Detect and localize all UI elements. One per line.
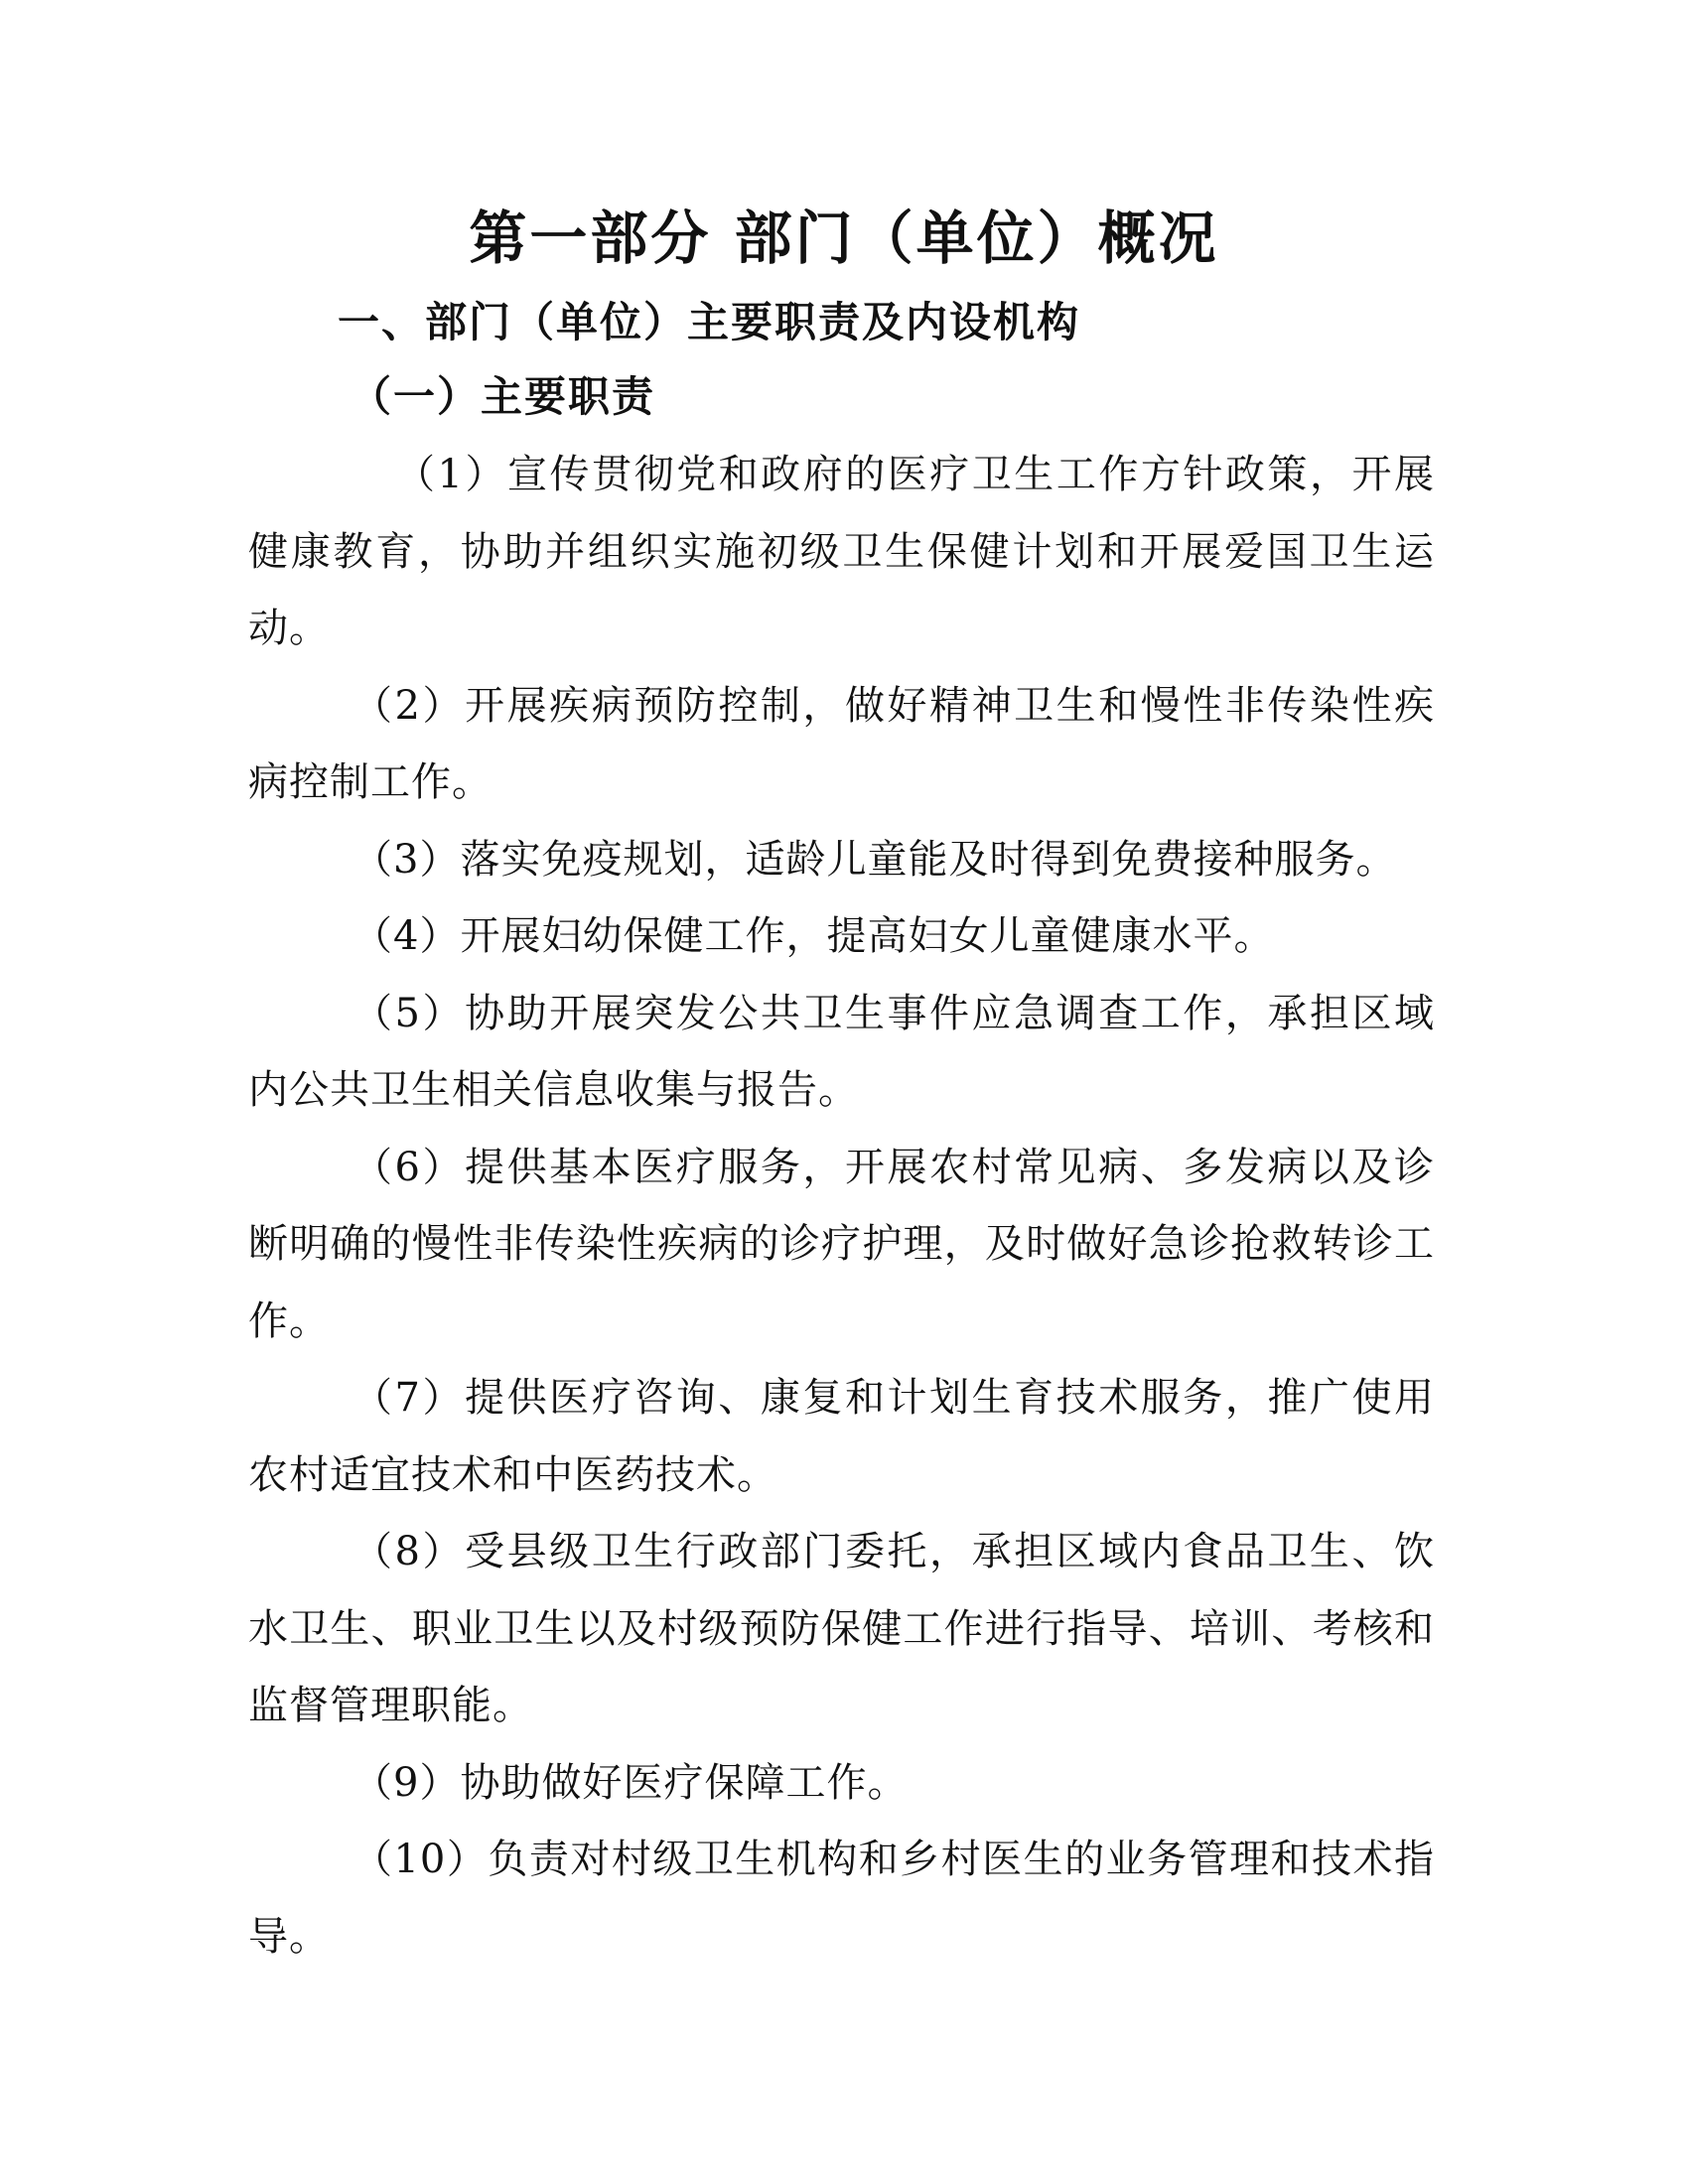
duties-list — [248, 437, 1435, 1976]
page-title: 第一部分 部门（单位）概况 — [469, 205, 1219, 272]
duty-item-8: （8）受县级卫生行政部门委托，承担区域内食品卫生、饮水卫生、职业卫生以及村级预防保健工作进行指导、培训、考核和监督管理职能。 — [248, 1529, 1435, 1728]
duty-item-1: （1）宣传贯彻党和政府的医疗卫生工作方针政策，开展健康教育，协助并组织实施初级卫生保健计划和开展爱国卫生运动。 — [248, 452, 1435, 651]
duty-item-3: （3）落实免疫规划，适龄儿童能及时得到免费接种服务。 — [352, 836, 1397, 883]
duty-item-5: （5）协助开展突发公共卫生事件应急调查工作，承担区域内公共卫生相关信息收集与报告。 — [248, 990, 1435, 1113]
duty-item-9: （9）协助做好医疗保障工作。 — [352, 1759, 909, 1806]
duty-item-4: （4）开展妇幼保健工作，提高妇女儿童健康水平。 — [352, 913, 1275, 959]
duty-item-6: （6）提供基本医疗服务，开展农村常见病、多发病以及诊断明确的慢性非传染性疾病的诊疗护理，及时做好急诊抢救转诊工作。 — [248, 1144, 1435, 1344]
duty-item-10: （10）负责对村级卫生机构和乡村医生的业务管理和技术指导。 — [248, 1837, 1435, 1960]
duty-item-7: （7）提供医疗咨询、康复和计划生育技术服务，推广使用农村适宜技术和中医药技术。 — [248, 1375, 1435, 1498]
sub-heading: （一）主要职责 — [350, 372, 656, 421]
section-heading: 一、部门（单位）主要职责及内设机构 — [338, 298, 1081, 346]
duty-item-2: （2）开展疾病预防控制，做好精神卫生和慢性非传染性疾病控制工作。 — [248, 682, 1435, 805]
